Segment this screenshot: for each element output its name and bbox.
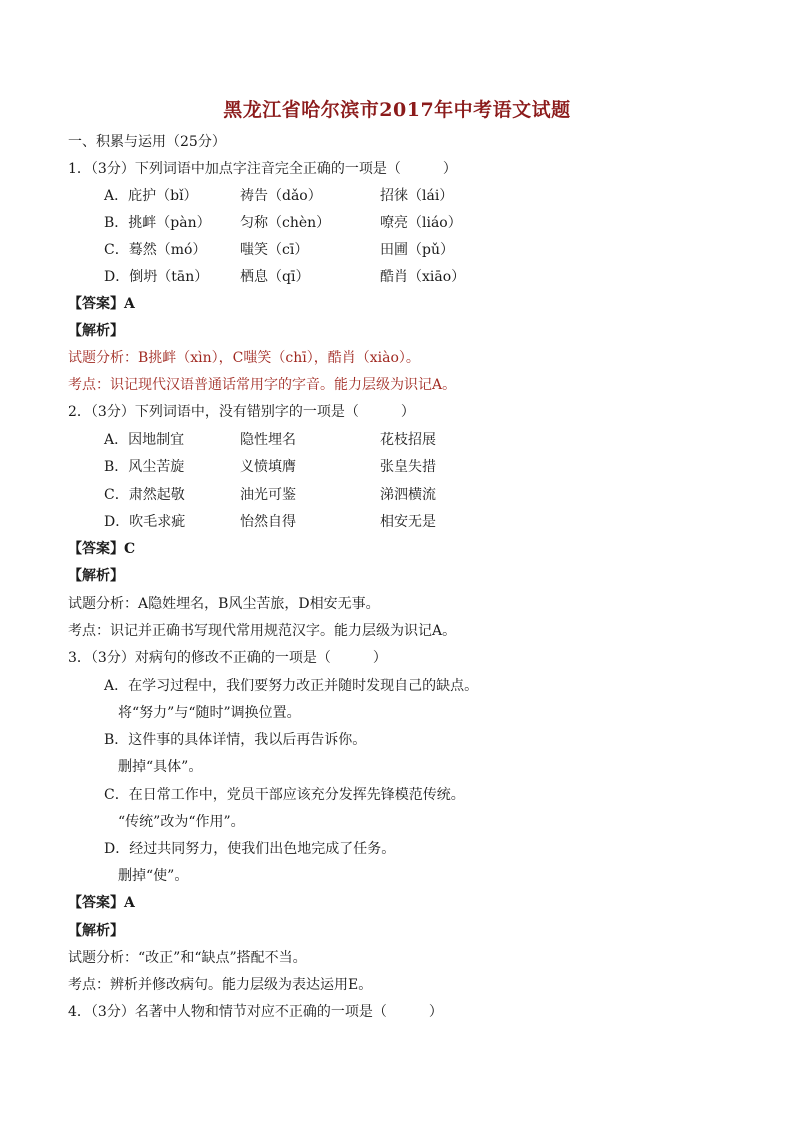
q1-option-d-word2: 栖息（qī） (240, 269, 310, 285)
q2-option-a-word2: 隐性埋名 (240, 432, 296, 448)
question-1-stem: 1．（3分）下列词语中加点字注音完全正确的一项是（ ） (68, 161, 457, 177)
q3-option-c-fix: “传统”改为“作用”。 (118, 814, 245, 830)
q1-option-c: C．蓦然（mó） (104, 242, 207, 258)
q2-option-d-word3: 相安无是 (380, 514, 436, 530)
q1-option-d-word3: 酷肖（xiāo） (380, 269, 466, 285)
q1-option-c-word3: 田圃（pǔ） (380, 242, 454, 258)
page-title: 黑龙江省哈尔滨市2017年中考语文试题 (223, 99, 571, 121)
q2-exam-point: 考点：识记并正确书写现代常用规范汉字。能力层级为识记A。 (68, 623, 457, 639)
q3-option-a: A．在学习过程中，我们要努力改正并随时发现自己的缺点。 (104, 678, 479, 694)
question-3-stem: 3．（3分）对病句的修改不正确的一项是（ ） (68, 650, 387, 666)
question-4-stem: 4．（3分）名著中人物和情节对应不正确的一项是（ ） (68, 1004, 443, 1020)
section-heading: 一、积累与运用（25分） (68, 134, 226, 150)
question-2-stem: 2．（3分）下列词语中，没有错别字的一项是（ ） (68, 404, 415, 420)
q3-option-a-fix: 将“努力”与“随时”调换位置。 (118, 705, 301, 721)
q2-answer: 【答案】C (68, 541, 136, 557)
q3-answer: 【答案】A (68, 895, 135, 911)
q3-option-b: B．这件事的具体详情，我以后再告诉你。 (104, 732, 367, 748)
q2-analysis: 试题分析：A隐姓埋名，B风尘苦旅，D相安无事。 (68, 596, 380, 612)
q3-option-d: D．经过共同努力，使我们出色地完成了任务。 (104, 841, 396, 857)
q3-option-d-fix: 删掉“使”。 (118, 868, 189, 884)
q1-option-b-word3: 嘹亮（liáo） (380, 215, 462, 231)
q3-analysis: 试题分析：“改正”和“缺点”搭配不当。 (68, 950, 307, 966)
q1-analysis: 试题分析：B挑衅（xìn），C嗤笑（chī），酷肖（xiào）。 (68, 350, 420, 366)
q3-exam-point: 考点：辨析并修改病句。能力层级为表达运用E。 (68, 977, 373, 993)
q2-option-b: B．风尘苦旋 (104, 459, 185, 475)
q1-exam-point: 考点：识记现代汉语普通话常用字的字音。能力层级为识记A。 (68, 377, 457, 393)
q1-option-a-word3: 招徕（lái） (380, 188, 454, 204)
q2-option-a-word3: 花枝招展 (380, 432, 436, 448)
q1-answer: 【答案】A (68, 296, 135, 312)
q3-option-b-fix: 删掉“具体”。 (118, 759, 203, 775)
q2-option-d: D．吹毛求疵 (104, 514, 186, 530)
q1-option-b: B．挑衅（pàn） (104, 215, 211, 231)
q1-analysis-heading: 【解析】 (68, 323, 124, 339)
q2-option-d-word2: 怡然自得 (240, 514, 296, 530)
q3-analysis-heading: 【解析】 (68, 923, 124, 939)
q1-option-c-word2: 嗤笑（cī） (240, 242, 309, 258)
q3-option-c: C．在日常工作中，党员干部应该充分发挥先锋模范传统。 (104, 787, 465, 803)
q1-option-a-word2: 祷告（dǎo） (240, 188, 322, 204)
q1-option-b-word2: 匀称（chèn） (240, 215, 331, 231)
q2-option-b-word2: 义愤填膺 (240, 459, 296, 475)
q2-analysis-heading: 【解析】 (68, 568, 124, 584)
q2-option-b-word3: 张皇失措 (380, 459, 436, 475)
q2-option-c: C．肃然起敬 (104, 487, 185, 503)
q1-option-d: D．倒坍（tān） (104, 269, 209, 285)
q2-option-c-word3: 涕泗横流 (380, 487, 436, 503)
q2-option-a: A．因地制宜 (104, 432, 185, 448)
q1-option-a: A．庇护（bǐ） (104, 188, 198, 204)
q2-option-c-word2: 油光可鉴 (240, 487, 296, 503)
